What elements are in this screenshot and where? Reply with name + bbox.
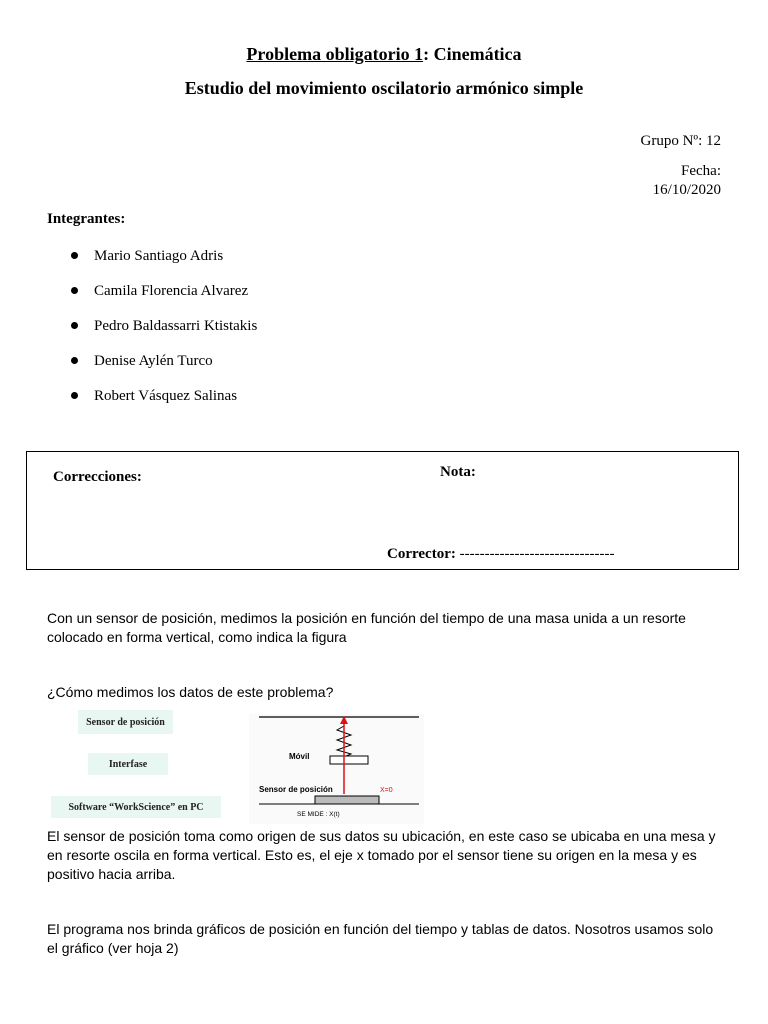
sensor-block xyxy=(315,796,379,804)
list-item xyxy=(47,378,257,413)
bullet-icon xyxy=(71,357,78,364)
paragraph-sensor-origin: El sensor de posición toma como origen de sus datos su ubicación, en este caso se ubicaba en una mesa y en resorte oscila en forma vertical. Esto es, el eje x tomado por el sensor tiene su origen en la mesa y es positivo hacia arriba. xyxy=(47,828,716,882)
grupo: Grupo Nº: 12 xyxy=(640,133,721,149)
sensor-label xyxy=(259,785,333,794)
setup-figure xyxy=(249,714,424,824)
list-item xyxy=(47,238,257,273)
corrector-line: ------------------------------- xyxy=(455,546,615,562)
title-underlined: Problema obligatorio 1 xyxy=(246,44,424,64)
movil-block xyxy=(330,756,368,764)
list-item xyxy=(47,273,257,308)
list-item xyxy=(47,343,257,378)
bullet-icon xyxy=(71,252,78,259)
paragraph-program: El programa nos brinda gráficos de posición en función del tiempo y tablas de datos. Nosotros usamos solo el gráfico (ver hoja 2) xyxy=(47,921,714,956)
corrector-row xyxy=(387,546,614,563)
page-subtitle: Estudio del movimiento oscilatorio armónico simple xyxy=(184,78,584,98)
members-list xyxy=(47,238,257,413)
member-name: Pedro Baldassarri Ktistakis xyxy=(94,317,258,334)
software-box: Software “WorkScience” en PC xyxy=(51,796,221,818)
list-item xyxy=(47,308,257,343)
movil-label: Móvil xyxy=(289,752,310,761)
fecha-value: 16/10/2020 xyxy=(652,182,721,198)
se-mide-label: SE MIDE : X(t) xyxy=(297,811,340,818)
title-rest: : Cinemática xyxy=(423,44,522,64)
fecha-label: Fecha: xyxy=(681,163,721,179)
bullet-icon xyxy=(71,322,78,329)
nota-label: Nota: xyxy=(440,464,476,480)
member-name: Denise Aylén Turco xyxy=(94,352,213,369)
integrantes-heading: Integrantes: xyxy=(47,211,126,227)
question-paragraph: ¿Cómo medimos los datos de este problema? xyxy=(47,684,334,700)
x0-label: X=0 xyxy=(380,787,393,794)
intro-paragraph: Con un sensor de posición, medimos la posición en función del tiempo de una masa unida a un resorte colocado en forma vertical, como indica la figura xyxy=(47,610,686,645)
interfase-box: Interfase xyxy=(88,753,168,775)
page-title xyxy=(0,44,768,65)
corrector-label: Corrector: xyxy=(387,546,456,562)
member-name: Camila Florencia Alvarez xyxy=(94,282,249,299)
member-name: Robert Vásquez Salinas xyxy=(94,387,238,404)
bullet-icon xyxy=(71,287,78,294)
member-name: Mario Santiago Adris xyxy=(94,247,224,264)
sensor-label-text: Sensor de posición xyxy=(259,785,333,794)
correcciones-label: Correcciones: xyxy=(53,469,142,485)
sensor-box: Sensor de posición xyxy=(78,710,173,734)
bullet-icon xyxy=(71,392,78,399)
